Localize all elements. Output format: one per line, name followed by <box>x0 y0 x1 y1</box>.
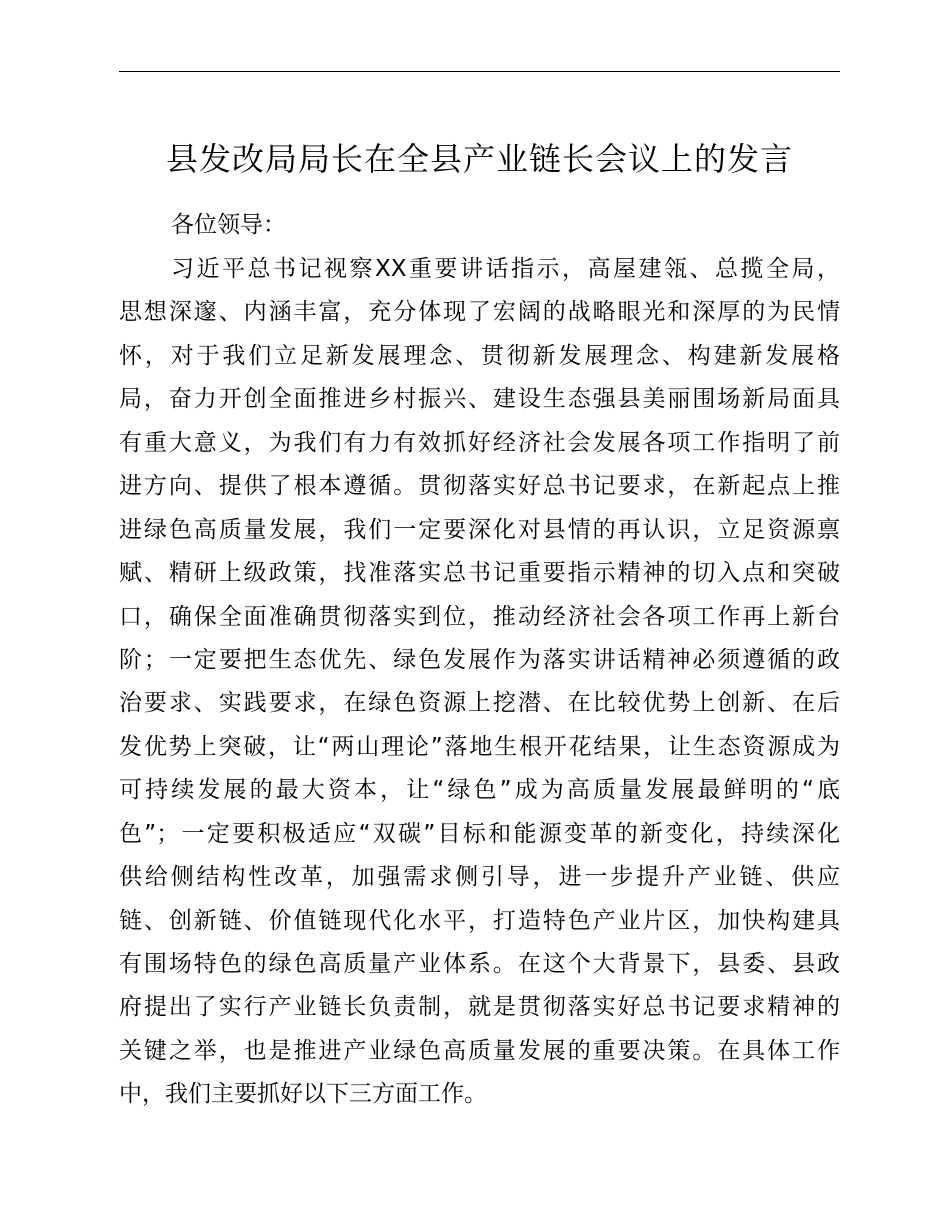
header-rule <box>119 71 840 72</box>
paragraph-line: 中，我们主要抓好以下三方面工作。 <box>119 1081 487 1108</box>
paragraph-line: 进方向、提供了根本遵循。贯彻落实好总书记要求，在新起点上推 <box>119 473 840 500</box>
paragraph-line: 色”；一定要积极适应“双碳”目标和能源变革的新变化，持续深化 <box>119 820 840 847</box>
paragraph-line: 习近平总书记视察XX重要讲话指示，高屋建瓴、总揽全局， <box>171 256 840 282</box>
paragraph-line: 供给侧结构性改革，加强需求侧引导，进一步提升产业链、供应 <box>119 864 840 891</box>
document-title: 县发改局局长在全县产业链长会议上的发言 <box>165 140 793 178</box>
paragraph-line: 可持续发展的最大资本，让“绿色”成为高质量发展最鲜明的“底 <box>119 777 840 804</box>
paragraph-line: 阶；一定要把生态优先、绿色发展作为落实讲话精神必须遵循的政 <box>119 646 840 673</box>
paragraph-line: 治要求、实践要求，在绿色资源上挖潜、在比较优势上创新、在后 <box>119 690 840 717</box>
paragraph-line: 口，确保全面准确贯彻落实到位，推动经济社会各项工作再上新台 <box>119 603 840 630</box>
paragraph-line: 思想深邃、内涵丰富，充分体现了宏阔的战略眼光和深厚的为民情 <box>119 299 840 326</box>
paragraph-line: 局，奋力开创全面推进乡村振兴、建设生态强县美丽围场新局面具 <box>119 386 840 413</box>
paragraph-line: 有重大意义，为我们有力有效抓好经济社会发展各项工作指明了前 <box>119 429 840 456</box>
body-paragraph <box>119 248 840 1117</box>
paragraph-line: 进绿色高质量发展，我们一定要深化对县情的再认识，立足资源禀 <box>119 516 840 543</box>
paragraph-line: 发优势上突破，让“两山理论”落地生根开花结果，让生态资源成为 <box>119 733 840 760</box>
paragraph-line: 府提出了实行产业链长负责制，就是贯彻落实好总书记要求精神的 <box>119 994 840 1021</box>
salutation: 各位领导： <box>171 212 286 238</box>
paragraph-line: 链、创新链、价值链现代化水平，打造特色产业片区，加快构建具 <box>119 907 840 934</box>
paragraph-line: 怀，对于我们立足新发展理念、贯彻新发展理念、构建新发展格 <box>119 342 840 369</box>
paragraph-line: 赋、精研上级政策，找准落实总书记重要指示精神的切入点和突破 <box>119 560 840 587</box>
paragraph-line: 关键之举，也是推进产业绿色高质量发展的重要决策。在具体工作 <box>119 1037 840 1064</box>
paragraph-line: 有围场特色的绿色高质量产业体系。在这个大背景下，县委、县政 <box>119 951 840 977</box>
